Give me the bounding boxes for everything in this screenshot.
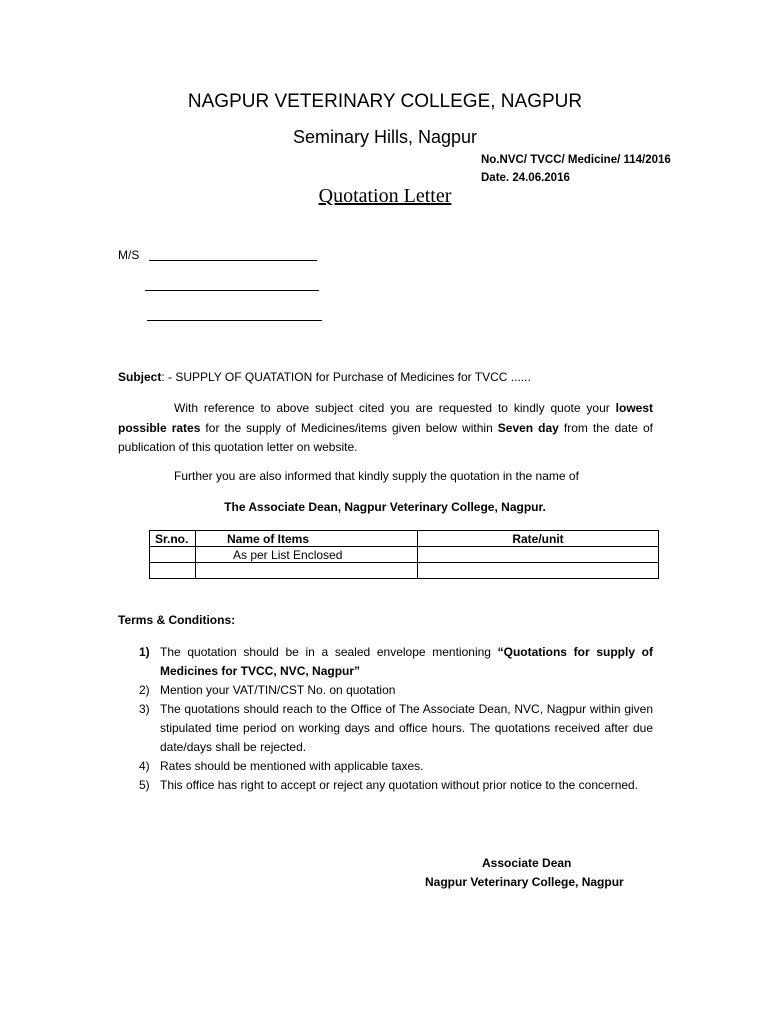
college-location: Seminary Hills, Nagpur: [292, 127, 478, 147]
address-line-3: [147, 320, 322, 321]
table-header-row: [150, 531, 659, 547]
table-header-items: Name of Items: [196, 531, 418, 547]
table-row: [150, 547, 659, 563]
list-item: [118, 643, 653, 681]
table-cell: [196, 563, 418, 579]
para1-text-3: from the date of publication of this quotation letter on website.: [118, 420, 653, 454]
term-bold-text: “Quotations for supply of Medicines for TVCC, NVC, Nagpur”: [160, 645, 653, 678]
addressee-name: The Associate Dean, Nagpur Veterinary College, Nagpur.: [224, 500, 546, 514]
college-name: NAGPUR VETERINARY COLLEGE, NAGPUR: [187, 91, 583, 112]
term-number: 3): [139, 702, 150, 716]
reference-number: No.NVC/ TVCC/ Medicine/ 114/2016: [481, 154, 671, 166]
signature-institution: Nagpur Veterinary College, Nagpur: [425, 875, 624, 889]
list-item: [118, 757, 653, 776]
request-paragraph: [118, 399, 653, 458]
term-text: Rates should be mentioned with applicable taxes.: [160, 759, 424, 773]
term-number: 2): [139, 683, 150, 697]
para1-bold-1: lowest possible rates: [118, 401, 653, 435]
info-paragraph: Further you are also informed that kindly supply the quotation in the name of: [174, 469, 579, 483]
list-item: [118, 681, 653, 700]
list-item: [118, 700, 653, 757]
term-text: The quotation should be in a sealed envelope mentioning: [160, 645, 498, 659]
para1-text-1: With reference to above subject cited you are requested to kindly quote your: [174, 401, 616, 415]
para1-bold-2: Seven day: [497, 420, 559, 435]
term-text: Mention your VAT/TIN/CST No. on quotation: [160, 683, 396, 697]
term-number: 1): [139, 645, 150, 659]
items-table: [149, 530, 659, 579]
subject-line: [118, 370, 531, 384]
table-cell: [418, 547, 659, 563]
address-line-2: [145, 290, 319, 291]
table-cell: [150, 547, 196, 563]
subject-label: Subject: [118, 370, 162, 384]
ms-label: M/S: [118, 248, 140, 262]
subject-text: : - SUPPLY OF QUATATION for Purchase of Medicines for TVCC ......: [161, 370, 531, 384]
term-number: 4): [139, 759, 150, 773]
list-item: [118, 776, 653, 795]
letter-date: Date. 24.06.2016: [481, 172, 570, 184]
table-cell: As per List Enclosed: [196, 547, 418, 563]
para1-text-2: for the supply of Medicines/items given below within: [200, 420, 498, 435]
terms-title: Terms & Conditions:: [118, 613, 236, 627]
table-row: [150, 563, 659, 579]
signature-designation: Associate Dean: [482, 856, 572, 870]
term-number: 5): [139, 778, 150, 792]
table-cell: [150, 563, 196, 579]
table-cell: [418, 563, 659, 579]
table-header-srno: Sr.no.: [150, 531, 196, 547]
term-text: This office has right to accept or reject any quotation without prior notice to the concerned.: [160, 778, 639, 792]
terms-list: [118, 643, 653, 795]
table-header-rate: Rate/unit: [418, 531, 659, 547]
term-text: The quotations should reach to the Office of The Associate Dean, NVC, Nagpur within given stipulated time period on working days and office hours. The quotations received after due date/days shall be rejected.: [160, 702, 653, 754]
document-title: Quotation Letter: [318, 185, 452, 207]
address-line-1: [149, 260, 317, 261]
